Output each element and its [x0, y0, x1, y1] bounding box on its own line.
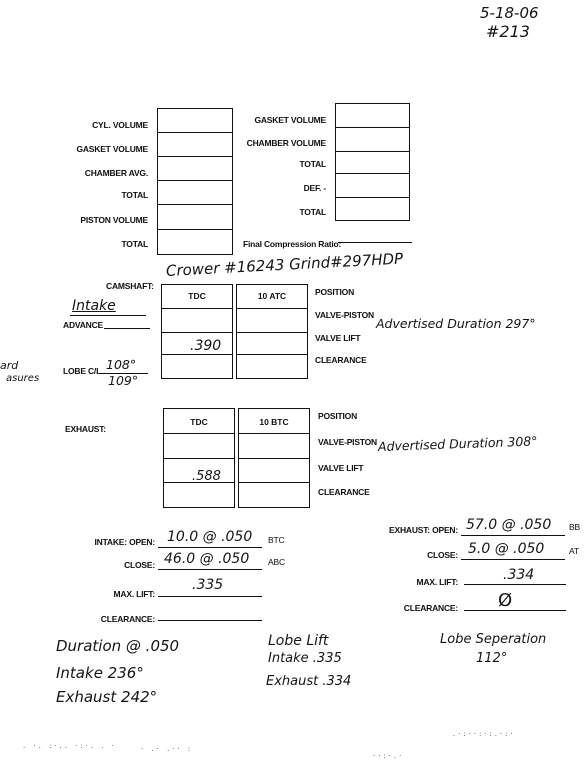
exhaust-maxlift-value: .334	[503, 567, 535, 583]
intake-tdc-header: TDC	[188, 291, 206, 301]
intake-10atc-header: 10 ATC	[257, 291, 287, 301]
volume-right-grid	[335, 103, 410, 221]
total-label-2: TOTAL	[121, 239, 148, 249]
grid-cell	[158, 205, 232, 230]
lobe-cl-value-2: 109°	[108, 373, 139, 388]
lobe-separation-title: Lobe Seperation	[440, 632, 547, 647]
camshaft-value: Crower #16243 Grind#297HDP	[165, 249, 404, 280]
scan-noise: .·:··:·:.·:·	[452, 730, 515, 738]
grid-cell	[164, 409, 234, 434]
exhaust-tdc-header: TDC	[190, 417, 208, 427]
total-label-1: TOTAL	[121, 190, 148, 200]
exhaust-advertised-duration: Advertised Duration 308°	[377, 433, 538, 454]
duration-title: Duration @ .050	[56, 637, 180, 655]
exhaust-clearance-line	[464, 610, 566, 611]
scan-noise: ··:·.·	[372, 752, 404, 760]
duration-exhaust: Exhaust 242°	[56, 688, 158, 706]
intake-clearance-label: CLEARANCE	[315, 355, 367, 365]
intake-close-unit: ABC	[268, 557, 285, 567]
intake-advertised-duration: Advertised Duration 297°	[376, 316, 536, 331]
intake-title: Intake	[72, 298, 116, 314]
scan-noise: · .· .·· :	[140, 745, 193, 753]
exhaust-close-line	[461, 559, 565, 560]
exhaust-valve-piston-label: VALVE-PISTON	[318, 437, 377, 447]
total-label-3: TOTAL	[299, 159, 326, 169]
lobe-lift-title: Lobe Lift	[268, 633, 329, 649]
grid-cell	[158, 109, 232, 133]
exhaust-clearance-timing-label: CLEARANCE:	[403, 603, 458, 613]
margin-text-2: asures	[6, 373, 40, 384]
grid-cell	[336, 128, 409, 152]
exhaust-maxlift-line	[464, 584, 566, 585]
lobe-cl-label: LOBE C/L	[63, 366, 102, 376]
lobe-lift-intake: Intake .335	[268, 651, 342, 666]
final-compression-ratio-line	[338, 242, 412, 243]
exhaust-close-label: CLOSE:	[427, 550, 458, 560]
exhaust-open-unit: BB	[569, 522, 580, 532]
intake-lift-value: .390	[190, 338, 222, 354]
grid-cell	[239, 409, 309, 434]
gasket-volume-label: GASKET VOLUME	[76, 144, 148, 154]
exhaust-lift-value: .588	[192, 469, 221, 484]
grid-cell	[158, 157, 232, 181]
intake-clearance-line	[158, 620, 262, 621]
advance-line	[104, 328, 150, 329]
duration-intake: Intake 236°	[56, 664, 144, 682]
intake-clearance-timing-label: CLEARANCE:	[100, 614, 155, 624]
volume-left-grid	[157, 108, 233, 255]
grid-cell	[158, 181, 232, 205]
grid-cell	[336, 152, 409, 174]
grid-cell	[237, 285, 307, 309]
intake-maxlift-value: .335	[192, 577, 224, 593]
grid-cell	[237, 309, 307, 333]
intake-grid-tdc	[161, 284, 233, 379]
intake-close-value: 46.0 @ .050	[164, 551, 250, 567]
lobe-separation-value: 112°	[476, 651, 508, 666]
exhaust-close-value: 5.0 @ .050	[468, 541, 545, 557]
exhaust-open-value: 57.0 @ .050	[466, 517, 552, 533]
exhaust-clearance-label: CLEARANCE	[318, 487, 370, 497]
grid-cell	[239, 459, 309, 483]
piston-volume-label: PISTON VOLUME	[80, 215, 148, 225]
intake-close-label: CLOSE:	[124, 560, 155, 570]
intake-maxlift-line	[158, 596, 262, 597]
exhaust-grid-10btc	[238, 408, 310, 508]
intake-grid-10atc	[236, 284, 308, 379]
exhaust-grid-tdc	[163, 408, 235, 508]
exhaust-open-label: EXHAUST: OPEN:	[389, 525, 458, 535]
camshaft-label: CAMSHAFT:	[106, 281, 154, 291]
exhaust-close-unit: AT	[569, 546, 579, 556]
def-label: DEF. -	[303, 183, 326, 193]
date-handwritten: 5-18-06	[480, 4, 539, 22]
exhaust-10btc-header: 10 BTC	[259, 417, 289, 427]
grid-cell	[336, 104, 409, 128]
exhaust-open-line	[461, 535, 565, 536]
advance-label: ADVANCE	[63, 320, 104, 330]
intake-open-value: 10.0 @ .050	[167, 529, 253, 545]
exhaust-position-label: POSITION	[318, 411, 358, 421]
grid-cell	[336, 174, 409, 198]
intake-close-line	[158, 569, 262, 570]
margin-text-1: ard	[0, 359, 19, 372]
gasket-volume-label-right: GASKET VOLUME	[254, 115, 326, 125]
chamber-volume-label: CHAMBER VOLUME	[246, 138, 326, 148]
grid-cell	[164, 434, 234, 459]
exhaust-clearance-value: Ø	[498, 590, 513, 611]
intake-open-label: INTAKE: OPEN:	[94, 537, 155, 547]
intake-position-label: POSITION	[315, 287, 355, 297]
exhaust-label: EXHAUST:	[65, 424, 106, 434]
intake-title-underline	[70, 315, 146, 316]
lobe-cl-value-1: 108°	[106, 357, 137, 372]
grid-cell	[162, 309, 232, 333]
lobe-lift-exhaust: Exhaust .334	[266, 674, 352, 689]
sheet-number: #213	[486, 22, 530, 41]
grid-cell	[158, 133, 232, 157]
intake-open-unit: BTC	[268, 535, 285, 545]
cyl-volume-label: CYL. VOLUME	[92, 120, 148, 130]
scan-noise: . ·. :·.. ·:·. . ·	[22, 742, 116, 750]
intake-valve-piston-label: VALVE-PISTON	[315, 310, 374, 320]
intake-valve-lift-label: VALVE LIFT	[315, 333, 361, 343]
intake-open-line	[158, 547, 262, 548]
total-label-4: TOTAL	[299, 207, 326, 217]
exhaust-valve-lift-label: VALVE LIFT	[318, 463, 364, 473]
intake-maxlift-label: MAX. LIFT:	[113, 589, 155, 599]
grid-cell	[162, 285, 232, 309]
grid-cell	[239, 434, 309, 459]
final-compression-ratio-label: Final Compression Ratio:	[243, 239, 342, 249]
grid-cell	[237, 333, 307, 355]
exhaust-maxlift-label: MAX. LIFT:	[416, 577, 458, 587]
chamber-avg-label: CHAMBER AVG.	[84, 168, 148, 178]
